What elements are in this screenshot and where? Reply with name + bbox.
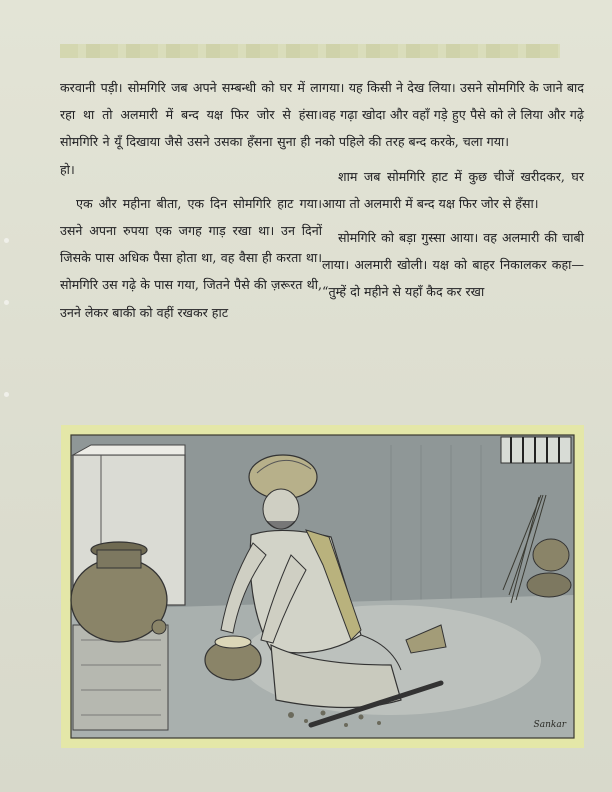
paragraph: गया। यह किसी ने देख लिया। उसने सोमगिरि के जाने बाद वह गढ़ा खोदा और वहाँ गड़े हुए पैसे को ले लिया और गढ़े को पहिले की तरह बन्द करके, चला गया।: [322, 80, 584, 150]
right-pot: [533, 539, 569, 571]
punch-hole: [4, 300, 9, 305]
pot-neck: [97, 550, 141, 568]
decorative-header-band: [60, 44, 560, 58]
paragraph: एक और महीना बीता, एक दिन सोमगिरि हाट गया। उसने अपना रुपया एक जगह गाड़ रखा था। उन दिनों जिसके पास अधिक पैसा होता था, वह वैसा ही करता था। सोमगिरि उस गढ़े के पास गया, जितने पैसे की ज़रूरत थी, उनने लेकर बाकी को वहीं रखकर हाट: [60, 195, 322, 320]
paragraph: करवानी पड़ी। सोमगिरि जब अपने सम्बन्धी को घर में ला रहा था तो अलमारी में बन्द यक्ष फिर जोर से हंसा। सोमगिरि ने यूँ दिखाया जैसे उसने उसका हँसना सुना ही न हो।: [60, 80, 322, 177]
cupboard-top: [73, 445, 185, 455]
paragraph: शाम जब सोमगिरि हाट में कुछ चीजें खरीदकर, घर आया तो अलमारी में बन्द यक्ष फिर जोर से हँसा।: [322, 168, 584, 211]
artist-signature: Sankar: [533, 720, 566, 730]
coins: [215, 636, 251, 648]
text-column-right: [322, 74, 584, 306]
story-illustration: [61, 425, 584, 748]
illustration-drawing: [61, 425, 584, 748]
paragraph: सोमगिरि को बड़ा गुस्सा आया। वह अलमारी की चाबी लाया। अलमारी खोली। यक्ष को बाहर निकालकर कहा— “तुम्हें दो महीने से यहाँ कैद कर रखा: [322, 230, 584, 300]
right-pot-base: [527, 573, 571, 597]
small-pot: [152, 620, 166, 634]
text-column-left: [60, 74, 322, 326]
punch-hole: [4, 238, 9, 243]
punch-hole: [4, 392, 9, 397]
